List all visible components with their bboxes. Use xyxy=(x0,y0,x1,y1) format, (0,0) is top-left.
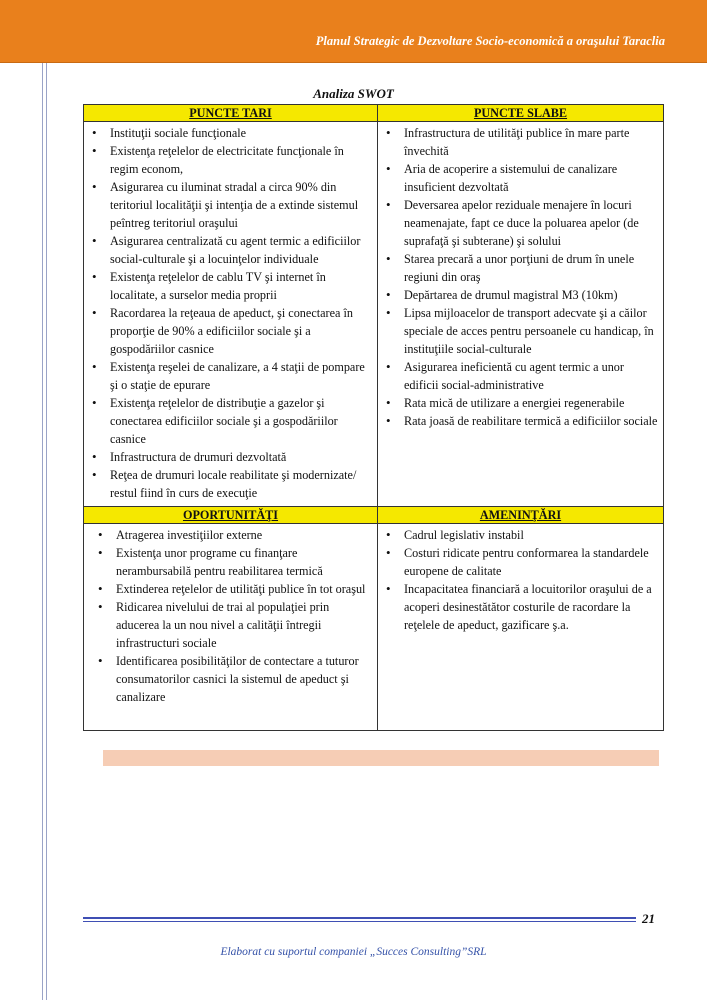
threats-heading: AMENINŢĂRI xyxy=(378,507,664,524)
weaknesses-cell xyxy=(378,122,664,507)
page-number: 21 xyxy=(642,911,655,926)
strengths-item: • Existenţa reţelelor de cablu TV şi internet în localitate, a surselor media proprii xyxy=(90,268,373,304)
strengths-item: • Existenţa reţelelor de electricitate funcţionale în regim econom, xyxy=(90,142,373,178)
header-banner xyxy=(0,0,707,63)
opportunities-list xyxy=(84,524,377,710)
strengths-item: • Infrastructura de drumuri dezvoltată xyxy=(90,448,373,466)
strengths-item: • Racordarea la reţeaua de apeduct, şi conectarea în proporţie de 90% a edificiilor sociale şi a gospodăriilor casnice xyxy=(90,304,373,358)
strengths-item: • Asigurarea centralizată cu agent termic a edificiilor social-culturale şi a locuinţelor individuale xyxy=(90,232,373,268)
strengths-heading: PUNCTE TARI xyxy=(84,105,378,122)
footer-rule xyxy=(83,917,636,919)
threats-list xyxy=(378,524,663,638)
strengths-cell xyxy=(84,122,378,507)
swot-content-row-top xyxy=(84,122,664,507)
opportunities-item: • Identificarea posibilităţilor de contectare a tuturor consumatorilor casnici la sistemul de apeduct şi canalizare xyxy=(90,652,373,706)
swot-content-row-bottom xyxy=(84,524,664,731)
opportunities-item: • Extinderea reţelelor de utilităţi publice în tot oraşul xyxy=(90,580,373,598)
threats-item: • Costuri ridicate pentru conformarea la standardele europene de calitate xyxy=(384,544,659,580)
margin-rule-inner xyxy=(46,0,47,1000)
threats-item: • Incapacitatea financiară a locuitorilor oraşului de a acoperi desinestătător costurile de racordare la reţelele de apeduct, gazificare ş.a. xyxy=(384,580,659,634)
strengths-item: • Existenţa reşelei de canalizare, a 4 staţii de pompare şi o staţie de epurare xyxy=(90,358,373,394)
weaknesses-item: • Infrastructura de utilităţi publice în mare parte învechită xyxy=(384,124,659,160)
opportunities-cell xyxy=(84,524,378,731)
threats-item: • Cadrul legislativ instabil xyxy=(384,526,659,544)
strengths-item: • Instituţii sociale funcţionale xyxy=(90,124,373,142)
weaknesses-item: • Rata joasă de reabilitare termică a edificiilor sociale xyxy=(384,412,659,430)
weaknesses-item: • Aria de acoperire a sistemului de canalizare insuficient dezvoltată xyxy=(384,160,659,196)
weaknesses-item: • Rata mică de utilizare a energiei regenerabile xyxy=(384,394,659,412)
strengths-item: • Existenţa reţelelor de distribuţie a gazelor şi conectarea edificiilor sociale şi a gospodăriilor casnice xyxy=(90,394,373,448)
swot-title: Analiza SWOT xyxy=(313,86,394,101)
weaknesses-item: • Depărtarea de drumul magistral M3 (10km) xyxy=(384,286,659,304)
swot-header-row-top xyxy=(84,105,664,122)
weaknesses-list xyxy=(378,122,663,434)
decorative-band xyxy=(103,750,659,766)
threats-cell xyxy=(378,524,664,731)
weaknesses-item: • Asigurarea ineficientă cu agent termic a unor edificii social-administrative xyxy=(384,358,659,394)
opportunities-item: • Existenţa unor programe cu finanţare nerambursabilă pentru reabilitarea termică xyxy=(90,544,373,580)
document-title: Planul Strategic de Dezvoltare Socio-economică a oraşului Taraclia xyxy=(315,34,665,48)
weaknesses-item: • Lipsa mijloacelor de transport adecvate şi a căilor speciale de acces pentru persoanele cu handicap, în instituţiile social-culturale xyxy=(384,304,659,358)
strengths-item: • Asigurarea cu iluminat stradal a circa 90% din teritoriul localităţii şi intenţia de a extinde sistemul peîntreg teritoriul oraşului xyxy=(90,178,373,232)
opportunities-item: • Atragerea investiţiilor externe xyxy=(90,526,373,544)
margin-rule xyxy=(42,0,43,1000)
swot-table xyxy=(83,104,664,731)
opportunities-heading: OPORTUNITĂŢI xyxy=(84,507,378,524)
weaknesses-item: • Deversarea apelor reziduale menajere în locuri neamenajate, fapt ce duce la poluarea apelor (de suprafaţă şi subterane) şi solului xyxy=(384,196,659,250)
weaknesses-heading: PUNCTE SLABE xyxy=(378,105,664,122)
weaknesses-item: • Starea precară a unor porţiuni de drum în unele regiuni din oraş xyxy=(384,250,659,286)
swot-header-row-bottom xyxy=(84,507,664,524)
footer-rule-thin xyxy=(83,921,636,922)
strengths-item: • Reţea de drumuri locale reabilitate şi modernizate/ restul fiind în curs de execuţie xyxy=(90,466,373,502)
opportunities-item: • Ridicarea nivelului de trai al populaţiei prin aducerea la un nou nivel a calităţii întregii infrastructuri sociale xyxy=(90,598,373,652)
footer-credit: Elaborat cu suportul companiei „Succes Consulting”SRL xyxy=(220,946,487,958)
strengths-list xyxy=(84,122,377,506)
